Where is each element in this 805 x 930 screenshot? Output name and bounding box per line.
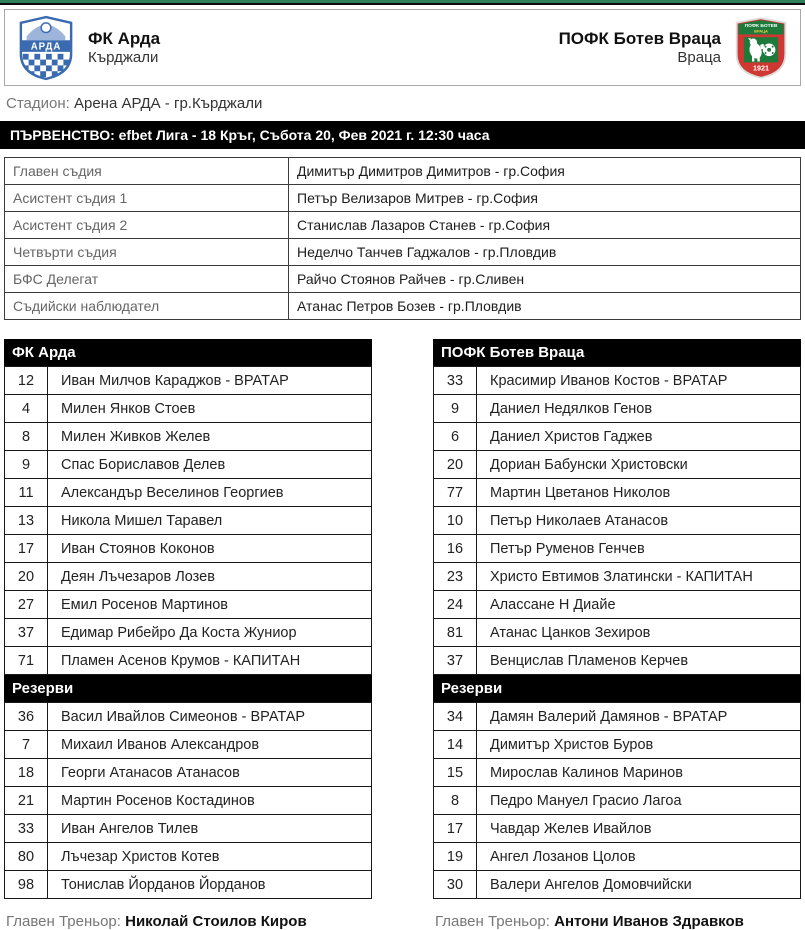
away-team-names — [559, 28, 721, 68]
player-name: Милен Янков Стоев — [48, 395, 372, 423]
player-name: Емил Росенов Мартинов — [48, 591, 372, 619]
player-name: Едимар Рибейро Да Коста Жуниор — [48, 619, 372, 647]
player-name: Лъчезар Христов Котев — [48, 843, 372, 871]
player-number: 4 — [5, 395, 48, 423]
player-name: Ангел Лозанов Цолов — [477, 843, 801, 871]
player-row — [5, 451, 372, 479]
official-role: Съдийски наблюдател — [5, 293, 289, 320]
player-row — [434, 451, 801, 479]
official-name: Петър Велизаров Митрев - гр.София — [289, 185, 801, 212]
player-name: Мартин Цветанов Николов — [477, 479, 801, 507]
player-row — [434, 423, 801, 451]
player-name: Милен Живков Желев — [48, 423, 372, 451]
home-team-city: Кърджали — [88, 48, 159, 66]
player-name: Пламен Асенов Крумов - КАПИТАН — [48, 647, 372, 675]
away-team-city: Враца — [677, 48, 721, 66]
player-row — [5, 731, 372, 759]
official-role: Асистент съдия 2 — [5, 212, 289, 239]
stadium-label: Стадион: — [6, 95, 70, 112]
player-name: Даниел Христов Гаджев — [477, 423, 801, 451]
player-name: Красимир Иванов Костов - ВРАТАР — [477, 367, 801, 395]
player-row — [434, 843, 801, 871]
player-number: 98 — [5, 871, 48, 899]
player-name: Дамян Валерий Дамянов - ВРАТАР — [477, 703, 801, 731]
away-coach-name: Антони Иванов Здравков — [554, 913, 744, 930]
home-team-identity — [17, 15, 160, 81]
official-name: Атанас Петров Бозев - гр.Пловдив — [289, 293, 801, 320]
away-reserves-header: Резерви — [433, 675, 801, 702]
player-name: Петър Руменов Генчев — [477, 535, 801, 563]
player-row — [5, 871, 372, 899]
player-row — [5, 367, 372, 395]
away-coach-line — [433, 913, 801, 930]
player-row — [434, 535, 801, 563]
player-number: 7 — [5, 731, 48, 759]
official-name: Станислав Лазаров Станев - гр.София — [289, 212, 801, 239]
player-number: 18 — [5, 759, 48, 787]
player-row — [5, 703, 372, 731]
away-team-identity — [559, 15, 788, 81]
player-row — [5, 759, 372, 787]
player-row — [434, 787, 801, 815]
player-number: 11 — [5, 479, 48, 507]
home-reserves-header: Резерви — [4, 675, 372, 702]
official-row — [5, 293, 801, 320]
official-row — [5, 266, 801, 293]
player-number: 12 — [5, 367, 48, 395]
player-name: Чавдар Желев Ивайлов — [477, 815, 801, 843]
lineups-section — [4, 339, 801, 930]
player-number: 16 — [434, 535, 477, 563]
away-starters-table — [433, 366, 801, 675]
player-name: Иван Стоянов Коконов — [48, 535, 372, 563]
away-logo-year: 1921 — [753, 63, 769, 72]
player-row — [5, 787, 372, 815]
player-number: 10 — [434, 507, 477, 535]
player-name: Михаил Иванов Александров — [48, 731, 372, 759]
player-number: 8 — [434, 787, 477, 815]
player-row — [434, 367, 801, 395]
player-row — [5, 535, 372, 563]
championship-bar: ПЪРВЕНСТВО: efbet Лига - 18 Кръг, Събота 20, Фев 2021 г. 12:30 часа — [0, 121, 805, 149]
player-name: Мирослав Калинов Маринов — [477, 759, 801, 787]
home-reserves-table — [4, 702, 372, 899]
player-number: 19 — [434, 843, 477, 871]
player-name: Иван Ангелов Тилев — [48, 815, 372, 843]
top-accent-bar — [0, 0, 805, 5]
player-number: 30 — [434, 871, 477, 899]
player-number: 24 — [434, 591, 477, 619]
away-roster-header: ПОФК Ботев Враца — [433, 339, 801, 366]
player-row — [5, 479, 372, 507]
player-number: 6 — [434, 423, 477, 451]
player-number: 23 — [434, 563, 477, 591]
player-number: 20 — [434, 451, 477, 479]
official-name: Райчо Стоянов Райчев - гр.Сливен — [289, 266, 801, 293]
home-team-name: ФК Арда — [88, 28, 161, 48]
player-row — [434, 871, 801, 899]
official-role: БФС Делегат — [5, 266, 289, 293]
player-number: 36 — [5, 703, 48, 731]
player-row — [5, 423, 372, 451]
player-name: Иван Милчов Караджов - ВРАТАР — [48, 367, 372, 395]
player-name: Мартин Росенов Костадинов — [48, 787, 372, 815]
player-row — [434, 507, 801, 535]
player-number: 80 — [5, 843, 48, 871]
player-name: Даниел Недялков Генов — [477, 395, 801, 423]
player-name: Валери Ангелов Домовчийски — [477, 871, 801, 899]
official-name: Неделчо Танчев Гаджалов - гр.Пловдив — [289, 239, 801, 266]
away-logo-line1: ПОФК БОТЕВ — [744, 23, 778, 29]
player-name: Христо Евтимов Златински - КАПИТАН — [477, 563, 801, 591]
home-coach-line — [4, 913, 372, 930]
player-number: 81 — [434, 619, 477, 647]
home-starters-table — [4, 366, 372, 675]
player-number: 14 — [434, 731, 477, 759]
player-number: 17 — [434, 815, 477, 843]
player-row — [5, 563, 372, 591]
player-name: Никола Мишел Таравел — [48, 507, 372, 535]
home-coach-name: Николай Стоилов Киров — [125, 913, 307, 930]
player-row — [434, 619, 801, 647]
player-number: 34 — [434, 703, 477, 731]
home-lineup-column — [4, 339, 372, 930]
player-number: 9 — [434, 395, 477, 423]
player-number: 9 — [5, 451, 48, 479]
official-role: Четвърти съдия — [5, 239, 289, 266]
player-name: Спас Бориславов Делев — [48, 451, 372, 479]
player-name: Петър Николаев Атанасов — [477, 507, 801, 535]
player-number: 8 — [5, 423, 48, 451]
stadium-value: Арена АРДА - гр.Кърджали — [73, 95, 263, 112]
player-row — [434, 563, 801, 591]
player-row — [5, 647, 372, 675]
official-name: Димитър Димитров Димитров - гр.София — [289, 158, 801, 185]
official-row — [5, 212, 801, 239]
official-row — [5, 185, 801, 212]
player-number: 77 — [434, 479, 477, 507]
player-name: Деян Лъчезаров Лозев — [48, 563, 372, 591]
player-row — [434, 647, 801, 675]
official-role: Главен съдия — [5, 158, 289, 185]
player-row — [5, 507, 372, 535]
player-row — [5, 815, 372, 843]
away-coach-label: Главен Треньор: — [435, 913, 550, 930]
player-number: 21 — [5, 787, 48, 815]
player-row — [5, 619, 372, 647]
player-row — [5, 591, 372, 619]
player-name: Дориан Бабунски Христовски — [477, 451, 801, 479]
away-team-logo — [734, 15, 788, 81]
home-roster-header: ФК Арда — [4, 339, 372, 366]
away-lineup-column — [433, 339, 801, 930]
player-number: 71 — [5, 647, 48, 675]
player-row — [434, 591, 801, 619]
player-name: Венцислав Пламенов Керчев — [477, 647, 801, 675]
player-number: 20 — [5, 563, 48, 591]
player-row — [434, 731, 801, 759]
player-number: 13 — [5, 507, 48, 535]
officials-body — [5, 158, 801, 320]
player-number: 33 — [5, 815, 48, 843]
player-row — [434, 759, 801, 787]
away-logo-line2: ВРАЦА — [754, 27, 768, 33]
official-row — [5, 239, 801, 266]
player-row — [434, 703, 801, 731]
player-row — [5, 395, 372, 423]
match-header — [4, 9, 801, 86]
player-name: Тонислав Йорданов Йорданов — [48, 871, 372, 899]
official-row — [5, 158, 801, 185]
player-name: Педро Мануел Грасио Лагоа — [477, 787, 801, 815]
player-row — [434, 815, 801, 843]
player-number: 33 — [434, 367, 477, 395]
player-name: Алассане Н Диайе — [477, 591, 801, 619]
home-logo-text: АРДА — [30, 40, 62, 52]
home-team-logo — [17, 15, 75, 81]
officials-table — [4, 157, 801, 320]
player-number: 37 — [5, 619, 48, 647]
player-row — [434, 395, 801, 423]
home-team-names — [88, 28, 160, 68]
away-reserves-table — [433, 702, 801, 899]
player-row — [434, 479, 801, 507]
player-number: 15 — [434, 759, 477, 787]
away-team-name: ПОФК Ботев Враца — [558, 28, 721, 48]
player-name: Георги Атанасов Атанасов — [48, 759, 372, 787]
player-name: Васил Ивайлов Симеонов - ВРАТАР — [48, 703, 372, 731]
home-coach-label: Главен Треньор: — [6, 913, 121, 930]
player-number: 17 — [5, 535, 48, 563]
player-number: 37 — [434, 647, 477, 675]
player-number: 27 — [5, 591, 48, 619]
player-name: Димитър Христов Буров — [477, 731, 801, 759]
official-role: Асистент съдия 1 — [5, 185, 289, 212]
player-name: Атанас Цанков Зехиров — [477, 619, 801, 647]
player-name: Александър Веселинов Георгиев — [48, 479, 372, 507]
stadium-line — [6, 95, 799, 114]
player-row — [5, 843, 372, 871]
